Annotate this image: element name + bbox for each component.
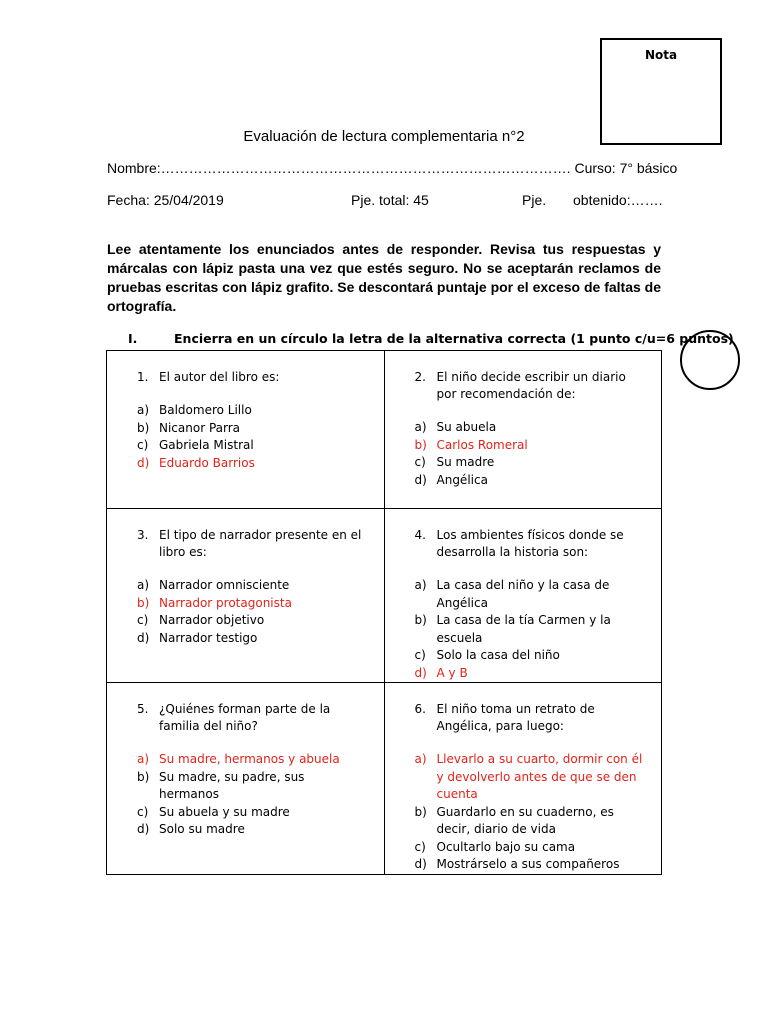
option-text: Narrador testigo [159,630,258,645]
option-letter: c) [137,804,149,819]
total-score-field: Pje. total: 45 [351,192,429,208]
option-item[interactable] [137,437,366,455]
option-text: Mostrárselo a sus compañeros [436,857,620,871]
option-text: A y B [436,665,468,680]
option-letter: a) [137,578,150,592]
question-text: Los ambientes físicos donde se desarrolla la historia son: [436,528,624,559]
option-item[interactable] [415,839,644,857]
option-item[interactable] [415,577,644,612]
option-text: Narrador omnisciente [159,578,290,592]
option-item-answer[interactable] [415,665,644,683]
instructions: Lee atentamente los enunciados antes de responder. Revisa tus respuestas y márcalas con lápiz pasta una vez que estés seguro. No se aceptarán reclamos de pruebas escritas con lápiz grafito. Se descontará puntaje por el exceso de faltas de ortografía. [107,241,661,314]
option-item[interactable] [137,577,366,595]
option-text: Narrador objetivo [159,613,265,627]
option-letter: a) [414,420,427,434]
option-text: Llevarlo a su cuarto, dormir con él y devolverlo antes de que se den cuenta [436,752,643,801]
option-text: Nicanor Parra [159,420,241,435]
question-number: 1. [137,370,149,384]
option-text: Su abuela y su madre [159,804,290,819]
option-letter: d) [414,472,427,487]
option-text: Gabriela Mistral [159,438,254,452]
question-cell [384,509,662,683]
page-title: Evaluación de lectura complementaria n°2 [243,128,525,145]
option-letter: b) [137,769,150,784]
option-item[interactable] [415,419,644,437]
option-letter: d) [137,455,150,470]
option-letter: a) [414,752,427,766]
obtained-score-label: Pje. [522,192,547,208]
option-letter: d) [414,665,427,680]
question-cell [384,351,662,509]
questions-table [106,350,662,875]
option-letter: c) [137,438,149,452]
option-text: Su madre, su padre, sus hermanos [159,769,305,801]
option-letter: c) [414,648,426,662]
name-course-line: Nombre:……………………………………………………………………………. Curso: 7° básico [107,160,678,176]
option-item[interactable] [415,804,644,839]
option-item[interactable] [137,402,366,420]
section-heading [128,331,734,346]
question-cell [107,509,385,683]
question-number: 2. [414,370,426,384]
option-item[interactable] [415,454,644,472]
option-letter: b) [414,804,427,819]
option-text: Eduardo Barrios [159,455,255,470]
option-item[interactable] [137,420,366,438]
obtained-score-field: obtenido:……. [573,192,663,208]
option-text: Narrador protagonista [159,595,292,610]
option-item-answer[interactable] [415,437,644,455]
question-text: ¿Quiénes forman parte de la familia del niño? [159,702,331,733]
option-item[interactable] [137,612,366,630]
option-item[interactable] [137,821,366,839]
option-letter: d) [137,630,150,645]
option-letter: b) [137,420,150,435]
question-number: 4. [414,528,426,542]
option-item[interactable] [137,630,366,648]
option-text: Solo la casa del niño [436,648,560,662]
option-text: Angélica [436,472,488,487]
option-text: La casa de la tía Carmen y la escuela [436,613,611,645]
option-item[interactable] [415,472,644,490]
option-text: Ocultarlo bajo su cama [436,839,576,854]
option-text: Solo su madre [159,822,245,836]
section-text: Encierra en un círculo la letra de la alternativa correcta (1 punto c/u=6 puntos) [174,331,734,346]
option-text: Su madre, hermanos y abuela [159,752,340,766]
option-letter: c) [414,839,426,854]
option-text: La casa del niño y la casa de Angélica [436,578,610,610]
option-text: Guardarlo en su cuaderno, es decir, diario de vida [436,804,614,836]
option-letter: d) [414,857,427,871]
option-item[interactable] [415,612,644,647]
question-text: El autor del libro es: [159,370,280,384]
option-text: Baldomero Lillo [159,403,252,417]
option-letter: b) [414,613,427,627]
option-item[interactable] [137,769,366,804]
question-number: 3. [137,528,149,542]
option-letter: b) [414,437,427,452]
option-item[interactable] [137,804,366,822]
question-text: El niño toma un retrato de Angélica, para luego: [436,702,595,733]
option-text: Carlos Romeral [436,437,528,452]
option-letter: b) [137,595,150,610]
option-letter: d) [137,822,150,836]
option-item-answer[interactable] [137,455,366,473]
option-text: Su madre [436,455,495,469]
question-cell [107,683,385,875]
option-item[interactable] [415,647,644,665]
section-number: I. [128,331,138,346]
question-text: El tipo de narrador presente en el libro es: [159,528,362,559]
option-item-answer[interactable] [137,595,366,613]
option-item-answer[interactable] [137,751,366,769]
question-number: 5. [137,702,149,716]
question-cell [384,683,662,875]
question-text: El niño decide escribir un diario por recomendación de: [436,370,626,401]
option-letter: a) [137,403,150,417]
question-number: 6. [414,702,426,716]
option-letter: c) [414,455,426,469]
date-field: Fecha: 25/04/2019 [107,192,224,208]
option-text: Su abuela [436,420,497,434]
option-letter: a) [414,578,427,592]
grade-label: Nota [644,48,678,62]
option-item[interactable] [415,856,644,874]
option-item-answer[interactable] [415,751,644,804]
option-letter: a) [137,752,150,766]
option-letter: c) [137,613,149,627]
question-cell [107,351,385,509]
